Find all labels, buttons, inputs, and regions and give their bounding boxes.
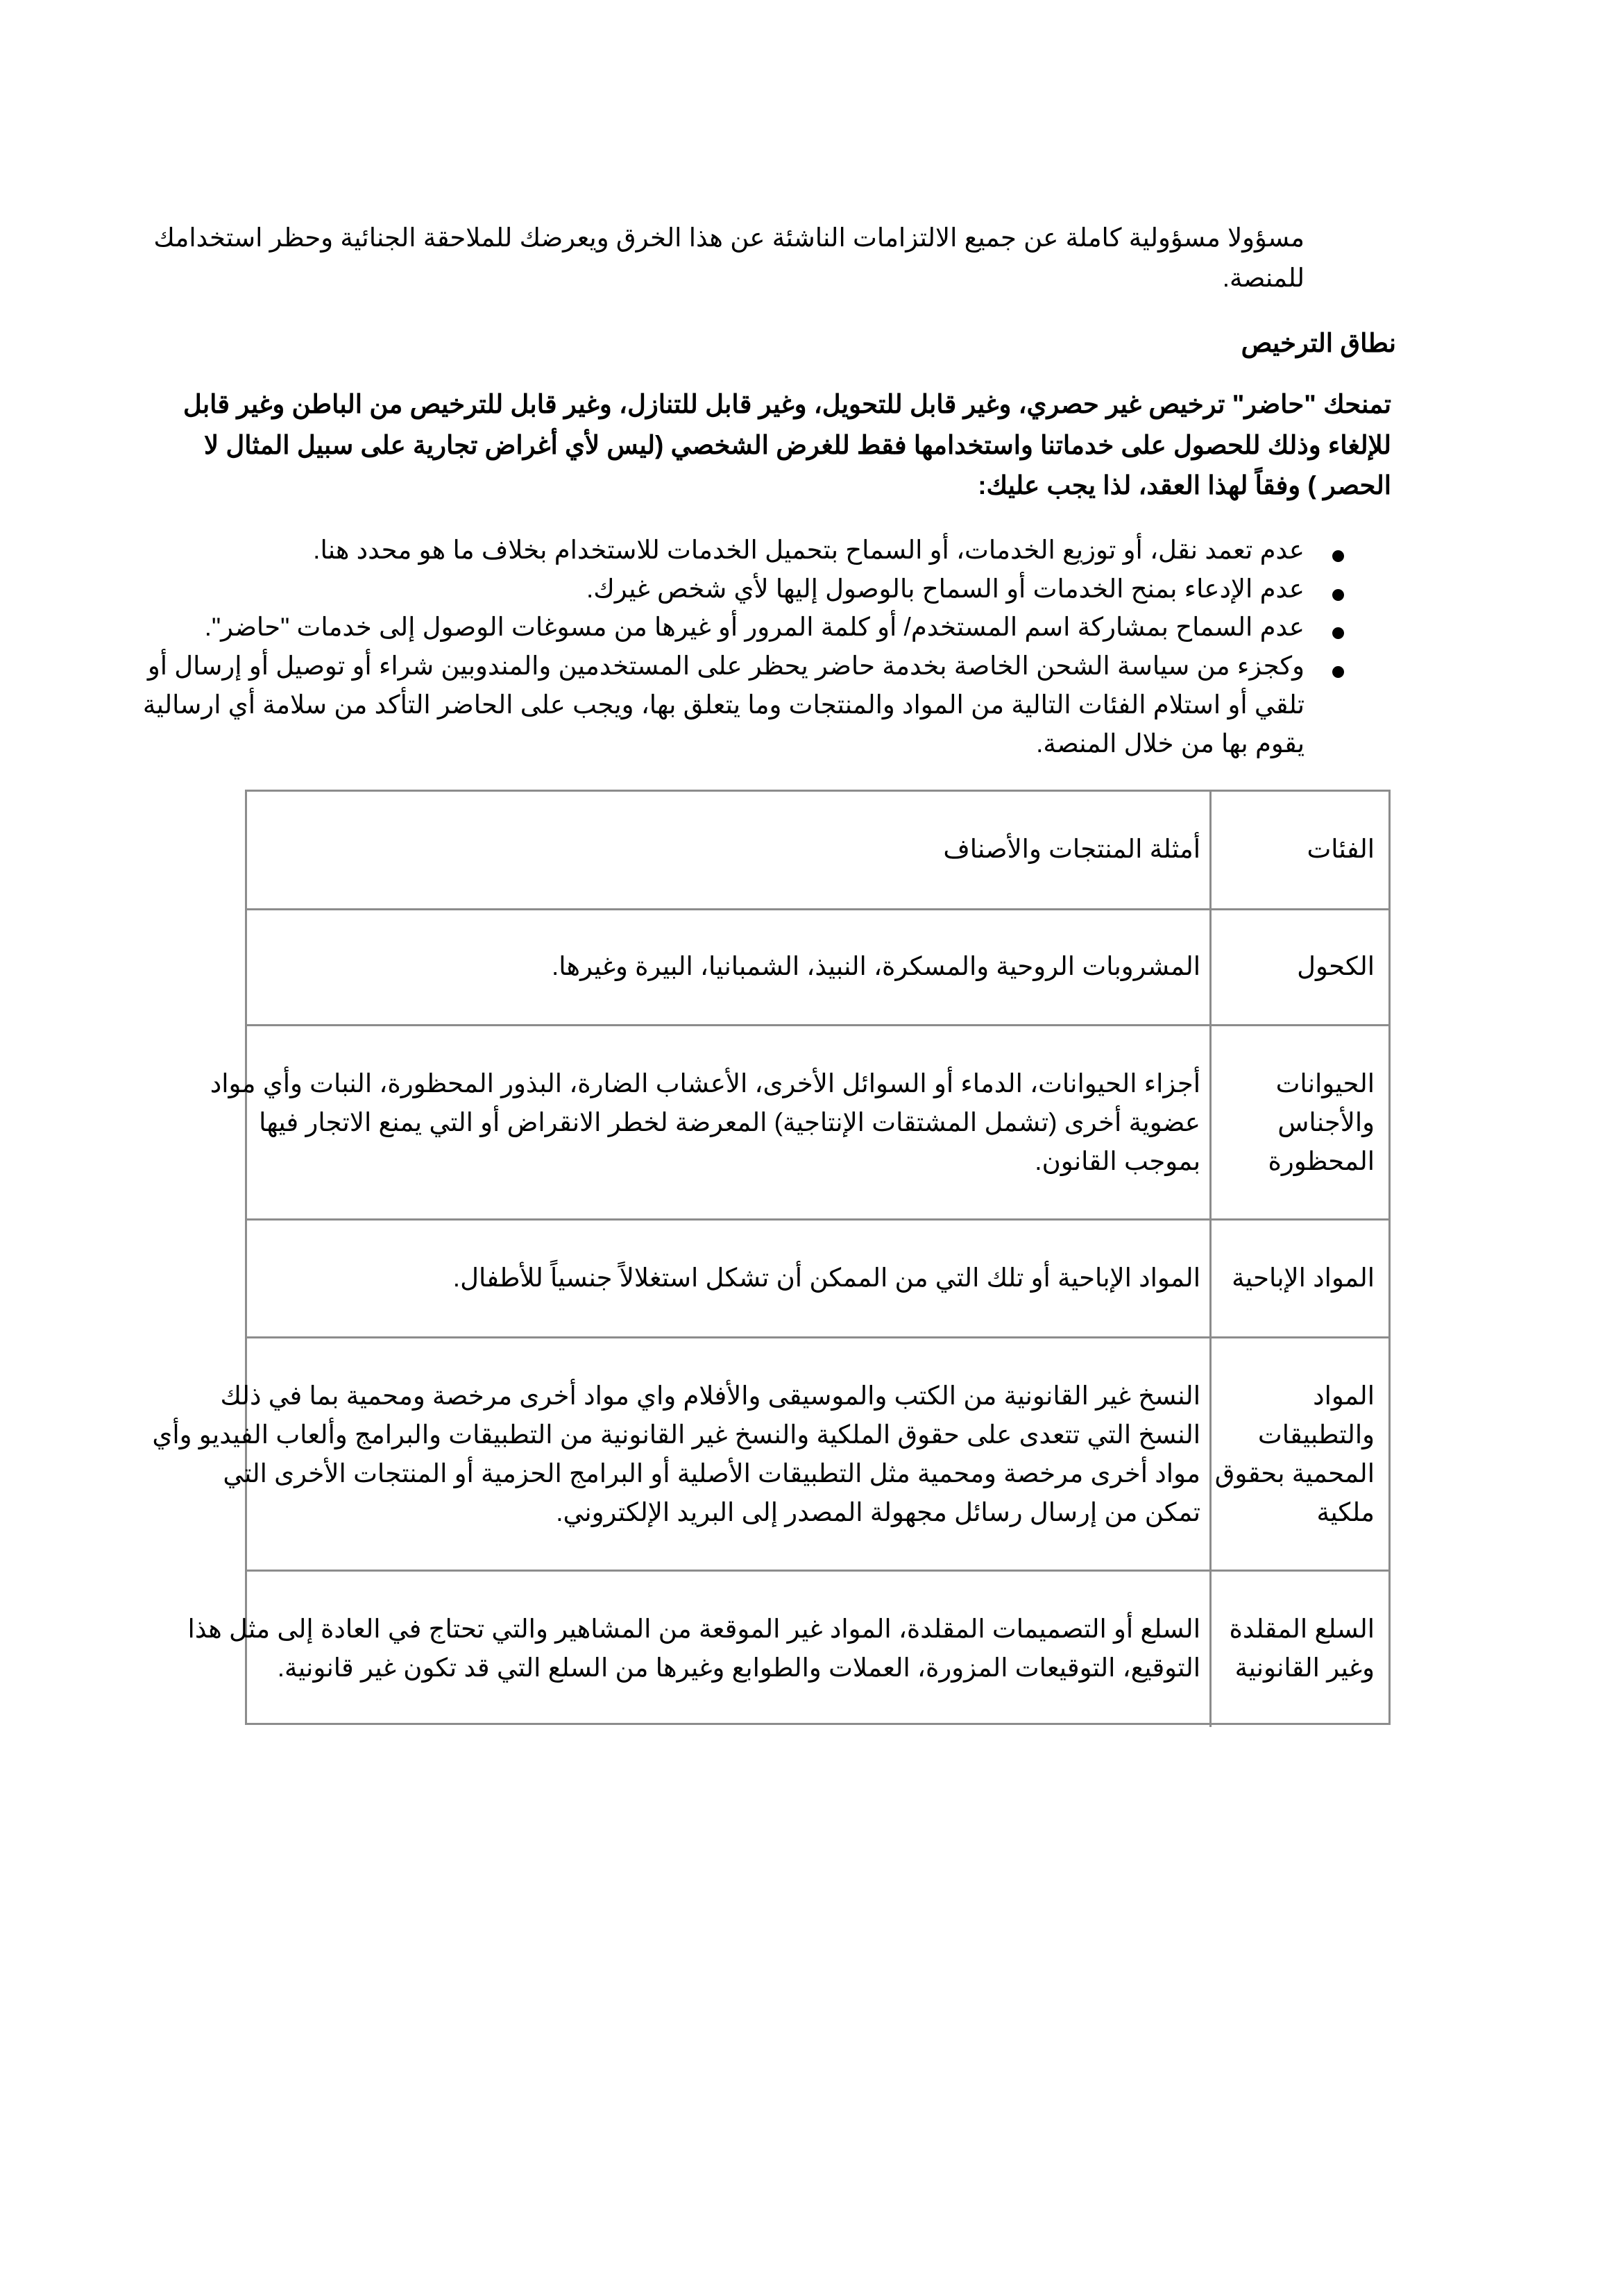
description-cell [247,1221,1209,1336]
description-cell [152,1338,1209,1570]
category-label: والتطبيقات [1257,1420,1375,1449]
description-text: المشروبات الروحية والمسكرة، النبيذ، الشمبانيا، البيرة وغيرها. [551,952,1200,980]
category-label: المحظورة [1268,1147,1375,1175]
table-header-cell-examples [247,792,1209,908]
intro-paragraph-line: مسؤولا مسؤولية كاملة عن جميع الالتزامات الناشئة عن هذا الخرق ويعرضك للملاحقة الجنائية وحظر استخدامك [153,223,1305,252]
column-header-category: الفئات [1307,835,1375,863]
description-cell [247,910,1209,1024]
category-label: المواد [1313,1381,1375,1410]
table-row [247,1221,1388,1338]
description-text: النسخ غير القانونية من الكتب والموسيقى والأفلام واي مواد أخرى مرخصة ومحمية بما في ذلك [220,1381,1200,1410]
table-header-row [247,792,1388,910]
list-item: عدم تعمد نقل، أو توزيع الخدمات، أو السماح بتحميل الخدمات للاستخدام بخلاف ما هو محدد هنا. [313,536,1305,564]
description-text: أجزاء الحيوانات، الدماء أو السوائل الأخرى، الأعشاب الضارة، البذور المحظورة، النبات وأي مواد [210,1069,1200,1098]
category-label: الحيوانات [1275,1069,1375,1098]
table-row [247,910,1388,1026]
category-label: والأجناس [1277,1108,1375,1137]
column-header-examples: أمثلة المنتجات والأصناف [943,835,1200,863]
list-item-line: تلقي أو استلام الفئات التالية من المواد والمنتجات وما يتعلق بها، ويجب على الحاضر التأكد من سلامة أي ارسالية [142,690,1305,719]
license-paragraph-line: الحصر ) وفقاً لهذا العقد، لذا يجب عليك: [978,471,1391,500]
category-cell [1209,1221,1388,1336]
category-cell [1209,1572,1388,1727]
category-label: الكحول [1297,952,1375,980]
category-cell [1209,910,1388,1024]
list-item-line: يقوم بها من خلال المنصة. [1036,729,1305,758]
license-paragraph-line: تمنحك "حاضر" ترخيص غير حصري، وغير قابل للتحويل، وغير قابل للتنازل، وغير قابل للترخيص من الباطن وغير قابل [182,390,1391,418]
category-label: المحمية بحقوق [1214,1459,1375,1488]
table-row [187,1572,1388,1727]
bullet-icon [1332,589,1344,601]
description-cell [210,1026,1209,1218]
list-item: عدم السماح بمشاركة اسم المستخدم/ أو كلمة المرور أو غيرها من مسوغات الوصول إلى خدمات "حاضر". [204,613,1305,641]
description-text: بموجب القانون. [1035,1147,1200,1175]
intro-paragraph-line: للمنصة. [1222,264,1305,292]
category-label: ملكية [1316,1498,1375,1527]
description-text: النسخ التي تتعدى على حقوق الملكية والنسخ غير القانونية من التطبيقات والبرامج وألعاب الفيديو وأي [152,1420,1200,1449]
category-cell [1209,1338,1388,1570]
description-text: السلع أو التصميمات المقلدة، المواد غير الموقعة من المشاهير والتي تحتاج في العادة إلى مثل هذا [187,1615,1200,1643]
table-row [210,1026,1388,1221]
bullet-icon [1332,627,1344,639]
bullet-icon [1332,550,1344,562]
description-text: مواد أخرى مرخصة ومحمية مثل التطبيقات الأصلية أو البرامج الحزمية أو المنتجات الأخرى التي [223,1459,1200,1488]
license-paragraph-line: للإلغاء وذلك للحصول على خدماتنا واستخدامها فقط للغرض الشخصي (ليس لأي أغراض تجارية على سبيل المثال لا [203,431,1391,459]
description-text: المواد الإباحية أو تلك التي من الممكن أن تشكل استغلالاً جنسياً للأطفال. [452,1264,1200,1292]
list-item-line: وكجزء من سياسة الشحن الخاصة بخدمة حاضر يحظر على المستخدمين والمندوبين شراء أو توصيل أو إرسال أو [147,652,1305,680]
description-cell [187,1572,1209,1727]
description-text: التوقيع، التوقيعات المزورة، العملات والطوابع وغيرها من السلع التي قد تكون غير قانونية. [277,1653,1200,1682]
section-heading: نطاق الترخيص [1241,329,1396,357]
description-text: عضوية أخرى (تشمل المشتقات الإنتاجية) المعرضة لخطر الانقراض أو التي يمنع الاتجار فيها [259,1108,1200,1137]
restricted-items-table [152,790,1391,1725]
category-cell [1209,1026,1388,1218]
bullet-icon [1332,666,1344,678]
category-label: المواد الإباحية [1232,1264,1375,1292]
list-item: عدم الإدعاء بمنح الخدمات أو السماح بالوصول إليها لأي شخص غيرك. [586,575,1305,603]
table-header-cell-category [1209,792,1388,908]
category-label: السلع المقلدة [1229,1615,1375,1643]
category-label: وغير القانونية [1234,1653,1375,1682]
description-text: تمكن من إرسال رسائل مجهولة المصدر إلى البريد الإلكتروني. [556,1498,1200,1527]
table-row [152,1338,1388,1572]
